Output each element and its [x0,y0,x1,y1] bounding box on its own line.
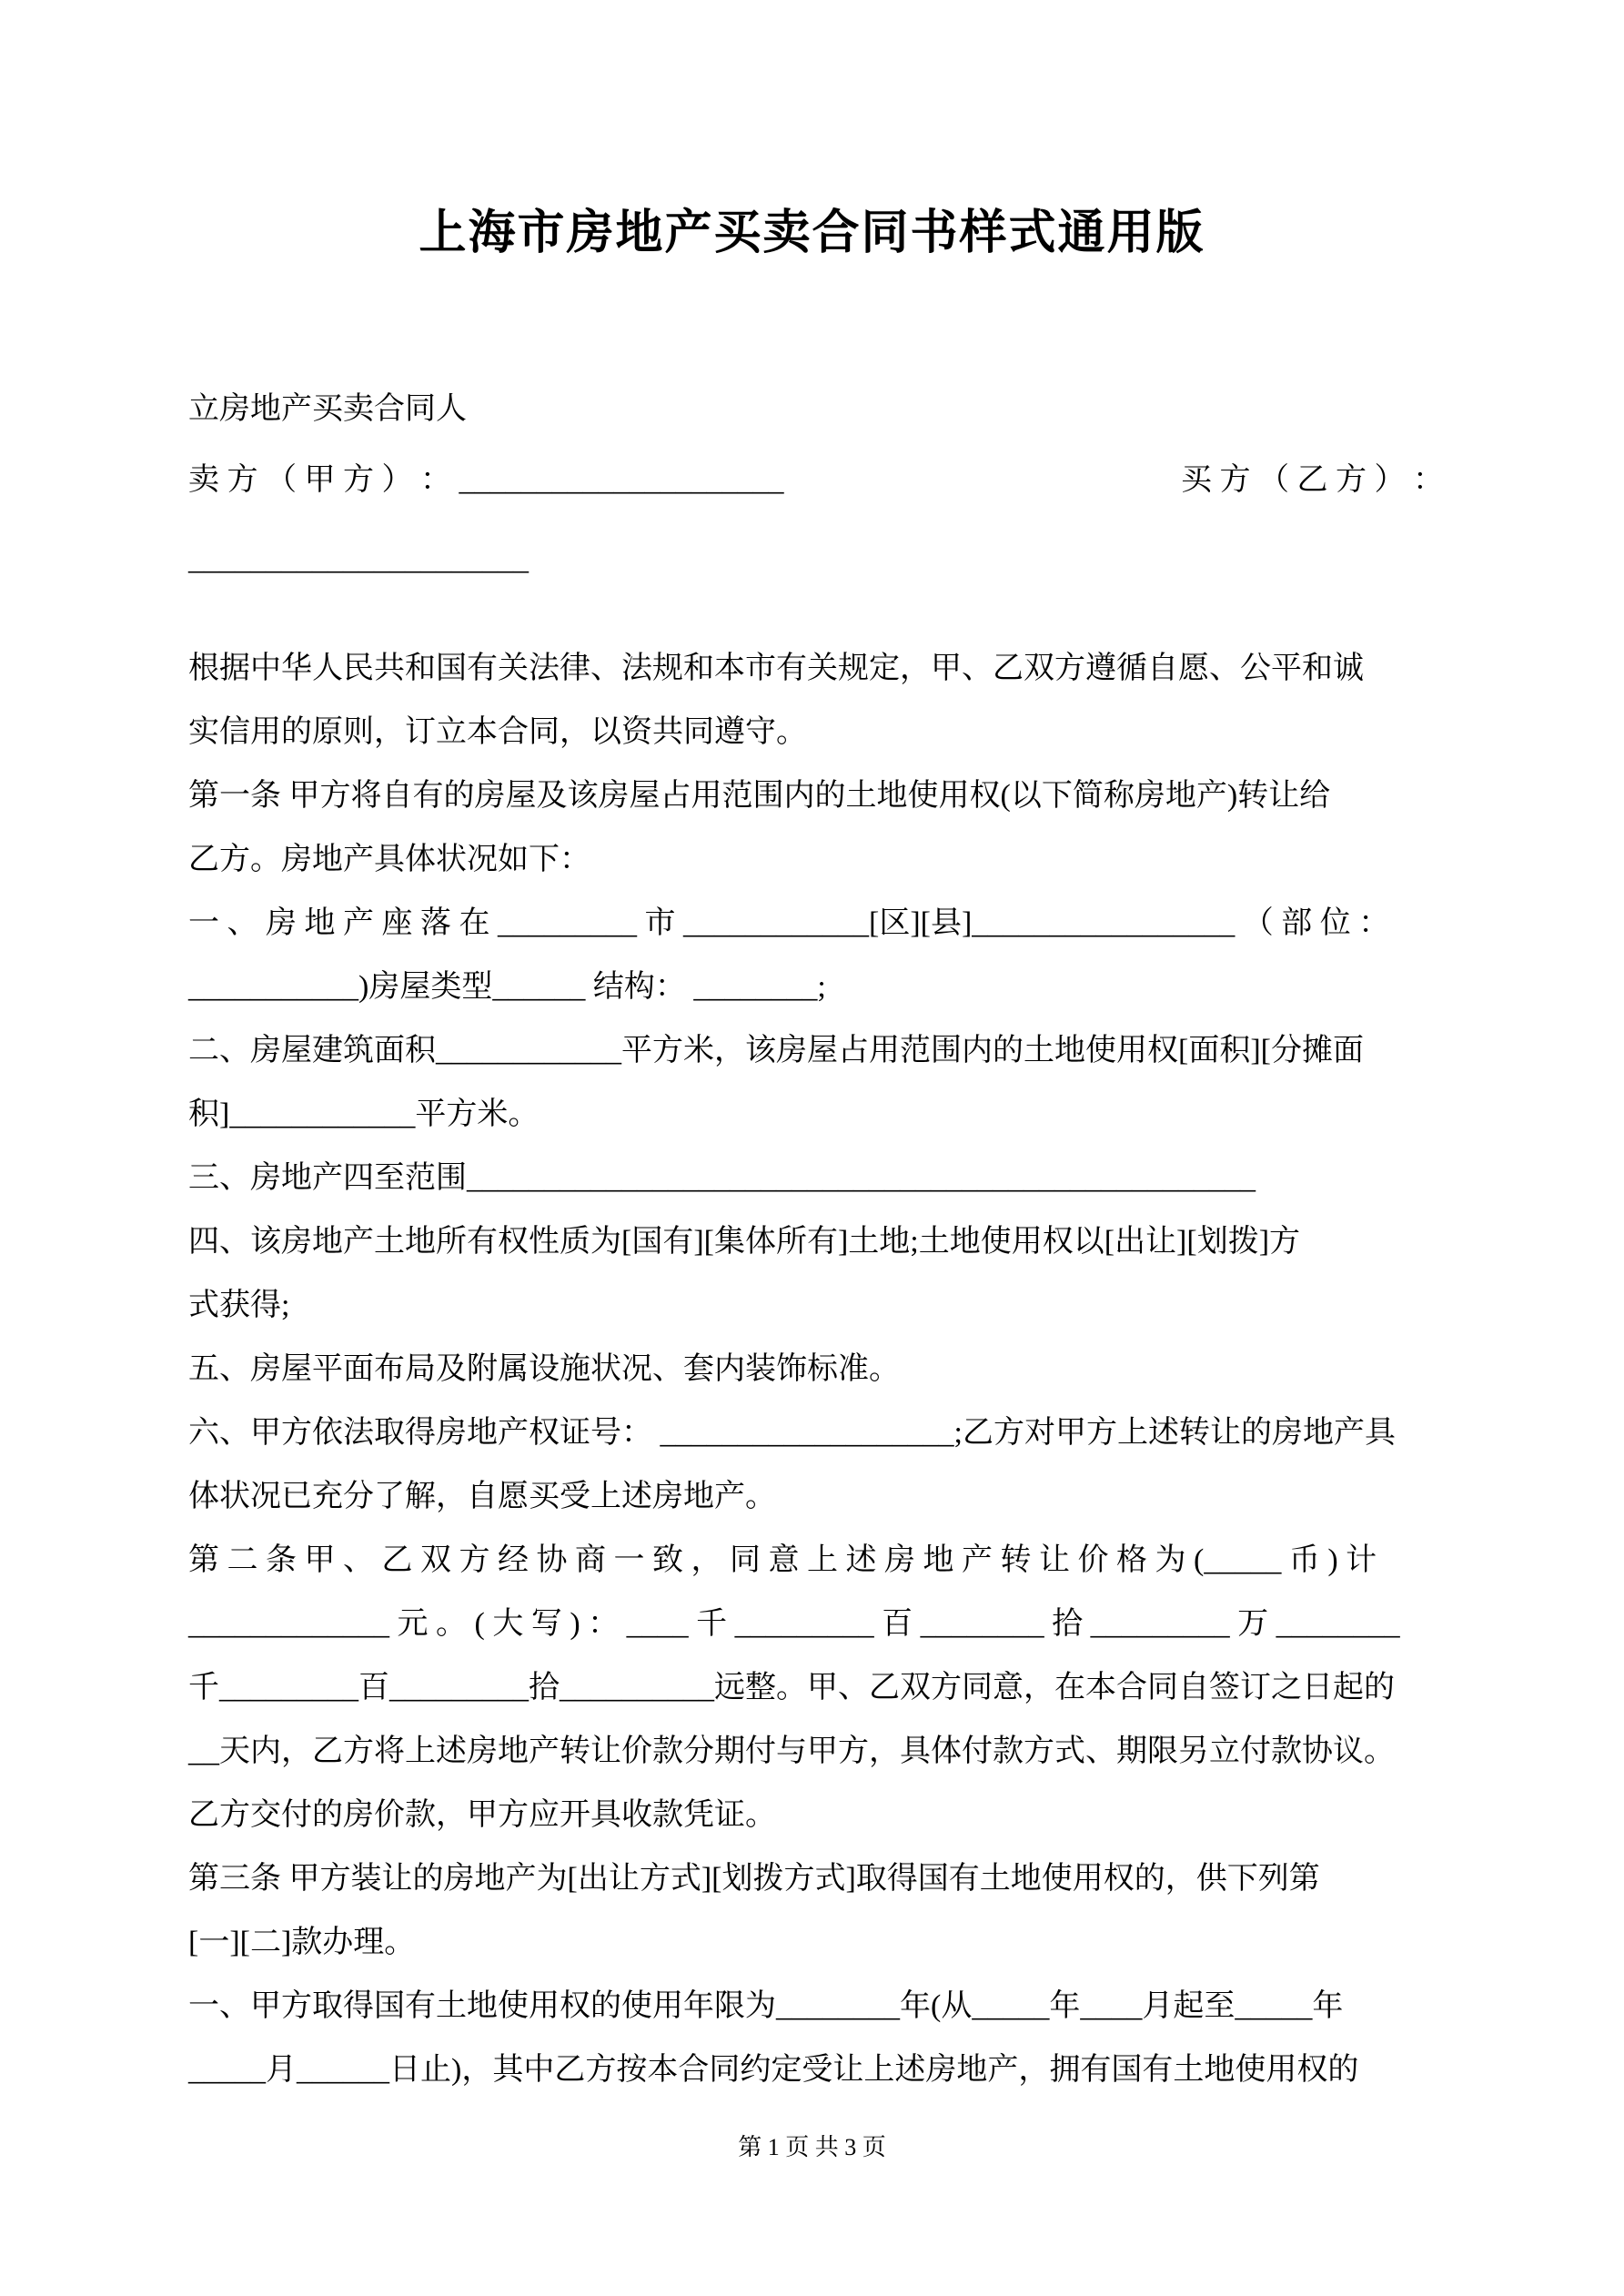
contract-body [188,637,1444,2102]
contract-line: 乙方。房地产具体状况如下： [188,843,590,876]
contract-line: 二、房屋建筑面积____________平方米，该房屋占用范围内的土地使用权[面积][分摊面 [188,1034,1364,1067]
contract-line: 乙方交付的房价款，甲方应开具收款凭证。 [188,1798,776,1832]
parties-line [188,449,1444,512]
contract-line: 四、该房地产土地所有权性质为[国有][集体所有]土地;土地使用权以[出让][划拨]方 [188,1225,1301,1259]
contract-line: 实信用的原则，订立本合同，以资共同遵守。 [188,715,807,749]
buyer-party-label: 买 方 （ 乙 方 ） ： [1181,463,1444,497]
contract-line: 六、甲方依法取得房地产权证号： ___________________;乙方对甲方上述转让的房地产具 [188,1416,1396,1450]
contract-line: 一 、 房 地 产 座 落 在 _________ 市 ____________[区][县]_________________ （ 部 位 ： [188,906,1390,940]
contract-line: 积]____________平方米。 [188,1097,540,1131]
contract-line: 第一条 甲方将自有的房屋及该房屋占用范围内的土地使用权(以下简称房地产)转让给 [188,779,1331,813]
contract-line: [一][二]款办理。 [188,1926,416,1959]
page-footer: 第 1 页 共 3 页 [738,2134,886,2160]
seller-party-label: 卖 方 （ 甲 方 ） ： _____________________ [188,463,784,497]
buyer-blank-line: ______________________ [188,542,529,576]
contract-line: 五、房屋平面布局及附属设施状况、套内装饰标准。 [188,1352,900,1386]
contract-line: _____月______日止)，其中乙方按本合同约定受让上述房地产，拥有国有土地使用权的 [188,2053,1359,2087]
contract-line: 三、房地产四至范围___________________________________________________ [188,1161,1256,1195]
contract-line: 第三条 甲方装让的房地产为[出让方式][划拨方式]取得国有土地使用权的，供下列第 [188,1862,1320,1896]
contract-line: 一、甲方取得国有土地使用权的使用年限为________年(从_____年____月起至_____年 [188,1989,1344,2023]
contract-line: 根据中华人民共和国有关法律、法规和本市有关规定，甲、乙双方遵循自愿、公平和诚 [188,652,1364,685]
contract-line: 千_________百_________拾__________远整。甲、乙双方同意，在本合同自签订之日起的 [188,1671,1395,1704]
contract-line: __天内，乙方将上述房地产转让价款分期付与甲方，具体付款方式、期限另立付款协议。 [188,1735,1395,1768]
contract-line: 第 二 条 甲 、 乙 双 方 经 协 商 一 致 ， 同 意 上 述 房 地 产 转 让 价 格 为 (_____ 币 ) 计 [188,1543,1377,1577]
intro-line: 立房地产买卖合同人 [188,392,467,426]
contract-line: _____________ 元 。 ( 大 写 ) ： ____ 千 _________ 百 ________ 拾 _________ 万 ________ [188,1607,1400,1641]
contract-line: 体状况已充分了解，自愿买受上述房地产。 [188,1480,776,1513]
page-title: 上海市房地产买卖合同书样式通用版 [419,207,1205,259]
contract-line: 式获得; [188,1289,290,1322]
contract-line: ___________)房屋类型______ 结构： ________; [188,970,826,1004]
